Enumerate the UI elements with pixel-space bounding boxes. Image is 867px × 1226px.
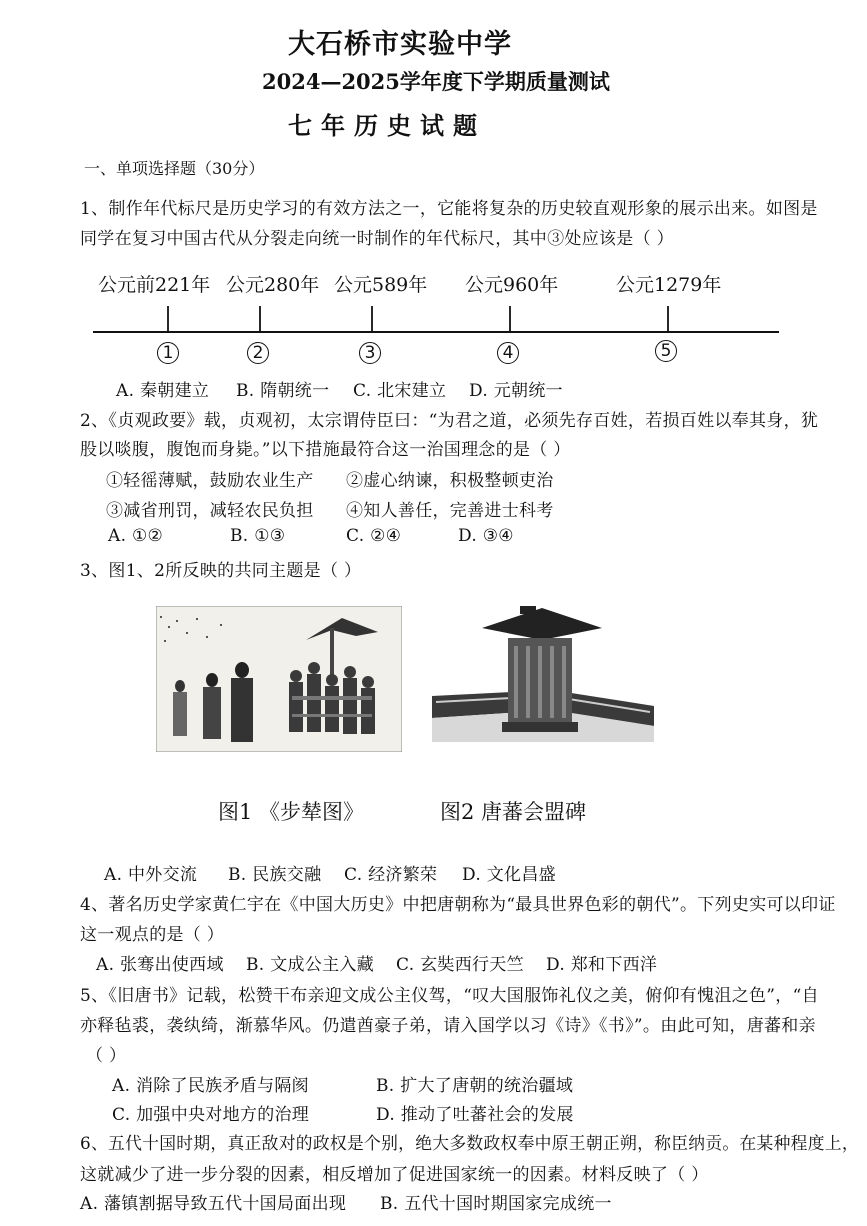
q5-option-d[interactable]: D. 推动了吐蕃社会的发展 (376, 1105, 574, 1125)
q2-option-b[interactable]: B. ①③ (230, 526, 286, 546)
figure1-caption: 图1 《步辇图》 (218, 800, 365, 824)
q1-option-a[interactable]: A. 秦朝建立 (116, 381, 210, 401)
marker-4: 4 (497, 342, 519, 364)
q4-option-a[interactable]: A. 张骞出使西域 (96, 955, 224, 975)
q4-option-d[interactable]: D. 郑和下西洋 (546, 955, 658, 975)
q6-option-a[interactable]: A. 藩镇割据导致五代十国局面出现 (80, 1194, 347, 1214)
q1-line1: 1、制作年代标尺是历史学习的有效方法之一，它能将复杂的历史较直观形象的展示出来。如图是 (80, 199, 818, 219)
q3-option-d[interactable]: D. 文化昌盛 (462, 865, 556, 885)
q3-option-b[interactable]: B. 民族交融 (228, 865, 322, 885)
q4-line1: 4、著名历史学家黄仁宇在《中国大历史》中把唐朝称为“最具世界色彩的朝代”。下列史实可以印证 (80, 895, 836, 915)
q4-line2: 这一观点的是（ ） (80, 925, 225, 945)
q3-option-a[interactable]: A. 中外交流 (104, 865, 198, 885)
q2-statement-1: ①轻徭薄赋，鼓励农业生产 (106, 471, 314, 491)
q2-option-c[interactable]: C. ②④ (346, 526, 402, 546)
school-name: 大石桥市实验中学 (288, 29, 512, 60)
section-title: 一、单项选择题（30分） (84, 159, 265, 178)
exam-title: 2024—2025学年度下学期质量测试 (262, 69, 610, 94)
q1-line2: 同学在复习中国古代从分裂走向统一时制作的年代标尺，其中③处应该是（ ） (80, 229, 674, 249)
marker-2: 2 (247, 342, 269, 364)
q4-option-c[interactable]: C. 玄奘西行天竺 (396, 955, 524, 975)
q1-option-c[interactable]: C. 北宋建立 (353, 381, 447, 401)
timeline-label-4: 公元960年 (465, 274, 559, 296)
q2-line2: 股以啖腹，腹饱而身毙。”以下措施最符合这一治国理念的是（ ） (80, 440, 571, 460)
subject-title: 七年历史试题 (288, 111, 486, 140)
timeline-label-1: 公元前221年 (98, 274, 211, 296)
q2-option-d[interactable]: D. ③④ (458, 526, 514, 546)
q5-line2: 亦释毡裘，袭纨绮，渐慕华风。仍遣酋豪子弟，请入国学以习《诗》《书》”。由此可知，唐蕃和亲 (80, 1016, 816, 1036)
q1-option-b[interactable]: B. 隋朝统一 (236, 381, 330, 401)
q6-option-b[interactable]: B. 五代十国时期国家完成统一 (380, 1194, 612, 1214)
figure2-caption: 图2 唐蕃会盟碑 (440, 800, 587, 824)
q5-option-c[interactable]: C. 加强中央对地方的治理 (112, 1105, 310, 1125)
q2-statement-3: ③减省刑罚，减轻农民负担 (106, 501, 314, 521)
q2-statement-2: ②虚心纳谏，积极整顿吏治 (346, 471, 554, 491)
q5-line1: 5、《旧唐书》记载，松赞干布亲迎文成公主仪驾，“叹大国服饰礼仪之美，俯仰有愧沮之色”，“自 (80, 986, 819, 1006)
q2-option-a[interactable]: A. ①② (108, 526, 164, 546)
q3-option-c[interactable]: C. 经济繁荣 (344, 865, 438, 885)
timeline-label-5: 公元1279年 (616, 274, 722, 296)
q2-statement-4: ④知人善任，完善进士科考 (346, 501, 554, 521)
q5-option-b[interactable]: B. 扩大了唐朝的统治疆域 (376, 1076, 574, 1096)
q3-line1: 3、图1、2所反映的共同主题是（ ） (80, 561, 362, 581)
q2-line1: 2、《贞观政要》载，贞观初，太宗谓侍臣曰：“为君之道，必须先存百姓，若损百姓以奉其身，犹 (80, 411, 819, 431)
marker-1: 1 (157, 342, 179, 364)
q5-line3: （ ） (86, 1046, 127, 1066)
q5-option-a[interactable]: A. 消除了民族矛盾与隔阂 (112, 1076, 309, 1096)
marker-5: 5 (655, 340, 677, 362)
figure2-stele-image (432, 606, 654, 742)
timeline-label-3: 公元589年 (334, 274, 428, 296)
marker-3: 3 (359, 342, 381, 364)
q6-line1: 6、五代十国时期，真正敌对的政权是个别，绝大多数政权奉中原王朝正朔，称臣纳贡。在某种程度上， (80, 1133, 859, 1153)
q1-option-d[interactable]: D. 元朝统一 (469, 381, 563, 401)
q4-option-b[interactable]: B. 文成公主入藏 (246, 955, 374, 975)
timeline-label-2: 公元280年 (226, 274, 320, 296)
q6-line2: 这就减少了进一步分裂的因素，相反增加了促进国家统一的因素。材料反映了（ ） (80, 1165, 709, 1185)
figure1-painting-image (156, 606, 402, 752)
